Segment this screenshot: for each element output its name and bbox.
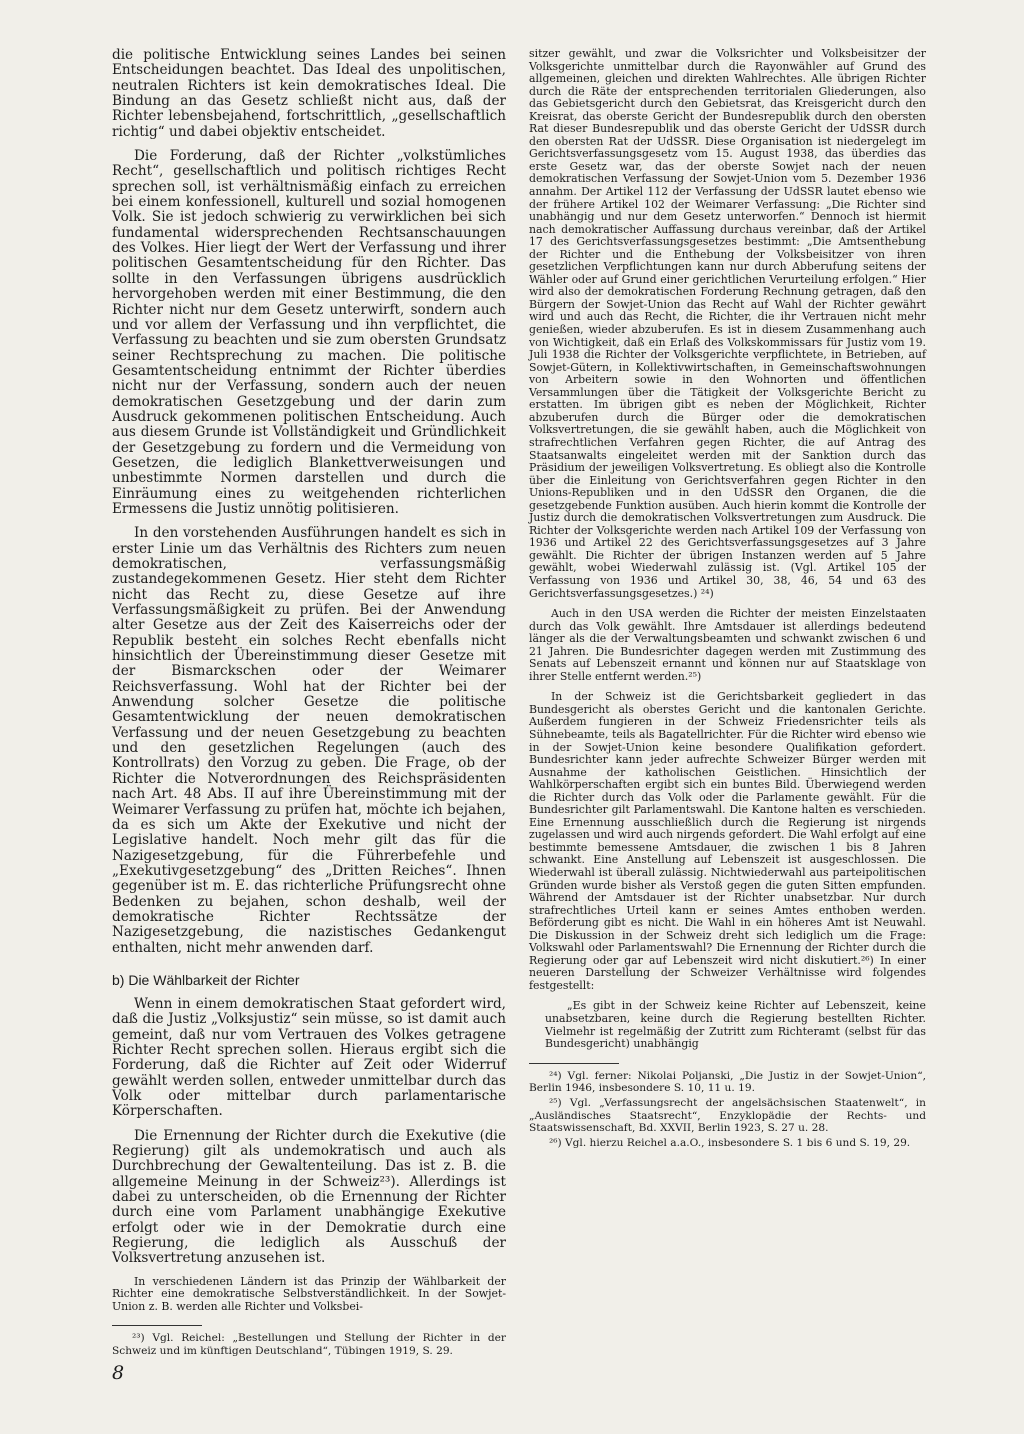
section-heading: b) Die Wählbarkeit der Richter bbox=[112, 971, 300, 988]
quote-text: „Es gibt in der Schweiz keine Richter auf Lebenszeit, keine unabsetzbaren, keine durch die Regierung bestellten Richter. Vielmehr ist regelmäßig der Zutritt zum Richteramt (selbst für das Bundesgericht) unabhängig bbox=[545, 999, 926, 1051]
left-body-text bbox=[112, 48, 506, 956]
block-quote bbox=[545, 1000, 926, 1050]
paragraph: die politische Entwicklung seines Landes bei seinen Entscheidungen beachtet. Das Ideal des unpolitischen, neutralen Richters ist kein demokratisches Ideal. Die Bindung an das Gesetz schließt nicht aus, daß der Richter lebensbejahend, fortschrittlich, „gesellschaftlich richtig“ und dabei objektiv entscheidet. bbox=[112, 47, 506, 140]
paragraph: In den vorstehenden Ausführungen handelt es sich in erster Linie um das Verhältnis des Richters zum neuen demokratischen, verfassungsmäßig zustandegekommenen Gesetz. Hier steht dem Richter nicht das Recht zu, diese Gesetze auf ihre Verfassungsmäßigkeit zu prüfen. Bei der Anwendung alter Gesetze aus der Zeit des Kaiserreichs oder der Republik besteht ein solches Recht ebenfalls nicht hinsichtlich der Übereinstimmung dieser Gesetze mit der Bismarckschen oder der Weimarer Reichsverfassung. Wohl hat der Richter bei der Anwendung solcher Gesetze die politische Gesamtentwicklung der neuen demokratischen Verfassung und der neuen Gesetzgebung zu beachten und den gesetzlichen Regelungen (auch des Kontrollrats) den Vorzug zu geben. Die Frage, ob der Richter die Notverordnungen des Reichspräsidenten nach Art. 48 Abs. II auf ihre Übereinstimmung mit der Weimarer Verfassung zu prüfen hat, möchte ich bejahen, da es sich um Akte der Exekutive und nicht der Legislative handelt. Noch mehr gilt das für die Nazigesetzgebung, für die Führerbefehle und „Exekutivgesetzgebung“ des „Dritten Reiches“. Ihnen gegenüber ist m. E. das richterliche Prüfungsrecht ohne Bedenken zu bejahen, schon deshalb, weil der demokratische Richter Rechtssätze der Nazigesetzgebung, die nazistisches Gedankengut enthalten, nicht mehr anwenden darf. bbox=[112, 525, 506, 956]
footnote-separator bbox=[112, 1325, 202, 1326]
page-number: 8 bbox=[112, 1362, 125, 1384]
footnote-separator bbox=[529, 1063, 619, 1064]
footnote: ²⁵) Vgl. „Verfassungsrecht der angelsächsischen Staatenwelt“, in „Ausländisches Staatsrecht“, Enzyklopädie der Rechts- und Staatswissenschaft, Bd. XXVII, Berlin 1923, S. 27 u. 28. bbox=[529, 1097, 926, 1134]
left-footnotes bbox=[112, 1332, 506, 1357]
left-body-text-continued bbox=[112, 997, 506, 1267]
paragraph: Die Ernennung der Richter durch die Exekutive (die Regierung) gilt als undemokratisch und auch als Durchbrechung der Gewaltenteilung. Das ist z. B. die allgemeine Meinung in der Schweiz²³). Allerdings ist dabei zu unterscheiden, ob die Ernennung der Richter durch eine vom Parlament unabhängige Exekutive erfolgt oder wie in der Demokratie durch eine Regierung, die lediglich als Ausschuß der Volksvertretung anzusehen ist. bbox=[112, 1127, 506, 1267]
paragraph: Wenn in einem demokratischen Staat gefordert wird, daß die Justiz „Volksjustiz“ sein müsse, so ist damit auch gemeint, daß nur vom Vertrauen des Volkes getragene Richter Recht sprechen sollen. Hieraus ergibt sich die Forderung, daß die Richter auf Zeit oder Widerruf gewählt werden sollen, entweder unmittelbar durch das Volk oder mittelbar durch parlamentarische Körperschaften. bbox=[112, 995, 506, 1120]
footnote: ²⁶) Vgl. hierzu Reichel a.a.O., insbesondere S. 1 bis 6 und S. 19, 29. bbox=[549, 1137, 911, 1150]
left-column bbox=[112, 48, 506, 1357]
footnote: ²⁴) Vgl. ferner: Nikolai Poljanski, „Die Justiz in der Sowjet-Union“, Berlin 1946, insbesondere S. 10, 11 u. 19. bbox=[529, 1069, 926, 1094]
right-column bbox=[529, 48, 926, 1149]
right-footnotes bbox=[529, 1070, 926, 1150]
left-small-text bbox=[112, 1276, 506, 1314]
paragraph: Die Forderung, daß der Richter „volkstümliches Recht“, gesellschaftlich und politisch richtiges Recht sprechen soll, ist verhältnismäßig einfach zu erreichen bei einem konfessionell, kulturell und sozial homogenen Volk. Sie ist jedoch schwierig zu verwirklichen bei sich fundamental widersprechenden Rechtsanschauungen des Volkes. Hier liegt der Wert der Verfassung und ihrer politischen Gesamtentscheidung für den Richter. Das sollte in den Verfassungen übrigens ausdrücklich hervorgehoben werden mit einer Bestimmung, die den Richter nicht nur dem Gesetz unterwirft, sondern auch und vor allem der Verfassung und ihn verpflichtet, die Verfassung zu beachten und sie zum obersten Grundsatz seiner Rechtsprechung zu machen. Die politische Gesamtentscheidung entnimmt der Richter überdies nicht nur der Verfassung, sondern auch der neuen demokratischen Gesetzgebung und der darin zum Ausdruck gekommenen politischen Entscheidung. Auch aus diesem Grunde ist Vollständigkeit und Gründlichkeit der Gesetzgebung zu fordern und die Vermeidung von Gesetzen, die lediglich Blankettverweisungen und unbestimmte Normen darstellen und durch die Einräumung eines zu weitgehenden richterlichen Ermessens die Justiz unnötig politisieren. bbox=[112, 148, 506, 517]
footnote: ²³) Vgl. Reichel: „Bestellungen und Stellung der Richter in der Schweiz und im künftigen Deutschland“, Tübingen 1919, S. 29. bbox=[112, 1332, 506, 1357]
paragraph: In verschiedenen Ländern ist das Prinzip der Wählbarkeit der Richter eine demokratische Selbstverständlichkeit. In der Sowjet-Union z. B. werden alle Richter und Volksbei- bbox=[112, 1274, 506, 1313]
paragraph: Auch in den USA werden die Richter der meisten Einzelstaaten durch das Volk gewählt. Ihre Amtsdauer ist allerdings bedeutend länger als die der Verwaltungsbeamten und schwankt zwischen 6 und 21 Jahren. Die Bundesrichter dagegen werden mit Zustimmung des Senats auf Lebenszeit ernannt und können nur auf Staatsklage von ihrer Stelle entfernt werden.²⁵) bbox=[529, 607, 926, 683]
paragraph: In der Schweiz ist die Gerichtsbarkeit gegliedert in das Bundesgericht als oberstes Gericht und die kantonalen Gerichte. Außerdem fungieren in der Schweiz Friedensrichter teils als Sühnebeamte, teils als Bagatellrichter. Für die Richter wird ebenso wie in der Sowjet-Union keine besondere Qualifikation gefordert. Bundesrichter kann jeder aufrechte Schweizer Bürger werden mit Ausnahme der katholischen Geistlichen. Hinsichtlich der Wahlkörperschaften ergibt sich ein buntes Bild. Überwiegend werden die Richter durch das Volk oder die Parlamente gewählt. Für die Bundesrichter gilt Parlamentswahl. Die Kantone halten es verschieden. Eine Ernennung ausschließlich durch die Regierung ist nirgends zugelassen und wird auch nirgends gefordert. Die Wahl erfolgt auf eine bestimmte bemessene Amtsdauer, die zwischen 1 bis 8 Jahren schwankt. Eine Anstellung auf Lebenszeit ist ausgeschlossen. Die Wiederwahl ist überall zulässig. Nichtwiederwahl aus parteipolitischen Gründen wurde bisher als Verstoß gegen die guten Sitten empfunden. Während der Amtsdauer ist der Richter unabsetzbar. Nur durch strafrechtliches Urteil kann er seines Amtes enthoben werden. Beförderung gibt es nicht. Die Wahl in ein höheres Amt ist Neuwahl. Die Diskussion in der Schweiz dreht sich lediglich um die Frage: Volkswahl oder Parlamentswahl? Die Ernennung der Richter durch die Regierung oder gar auf Lebenszeit wird nicht diskutiert.²⁶) In einer neueren Darstellung der Schweizer Verhältnisse wird folgendes festgestellt: bbox=[529, 690, 926, 992]
paragraph: sitzer gewählt, und zwar die Volksrichter und Volksbeisitzer der Volksgerichte unmittelbar durch die Rayonwähler auf Grund des allgemeinen, gleichen und direkten Wahlrechtes. Alle übrigen Richter durch die Räte der entsprechenden territorialen Gliederungen, also das Gebietsgericht durch den Gebietsrat, das Kreisgericht durch den Kreisrat, das oberste Gericht der Bundesrepublik durch den obersten Rat dieser Bundesrepublik und das oberste Gericht der UdSSR durch den obersten Rat der UdSSR. Diese Organisation ist niedergelegt im Gerichtsverfassungsgesetz vom 15. August 1938, das überdies das erste Gesetz war, das der oberste Sowjet nach der neuen demokratischen Verfassung der Sowjet-Union vom 5. Dezember 1936 annahm. Der Artikel 112 der Verfassung der UdSSR lautet ebenso wie der frühere Artikel 102 der Weimarer Verfassung: „Die Richter sind unabhängig und nur dem Gesetz unterworfen.“ Dennoch ist hiermit nach demokratischer Auffassung durchaus vereinbar, daß der Artikel 17 des Gerichtsverfassungsgesetzes bestimmt: „Die Amtsenthebung der Richter und die Enthebung der Volksbeisitzer von ihren gesetzlichen Verpflichtungen kann nur durch Abberufung seitens der Wähler oder auf Grund einer gerichtlichen Verurteilung erfolgen.“ Hier wird also der demokratischen Forderung Rechnung getragen, daß den Bürgern der Sowjet-Union das Recht auf Wahl der Richter gewährt wird und auch das Recht, die Richter, die ihr Vertrauen nicht mehr genießen, wieder abzuberufen. Es ist in diesem Zusammenhang auch von Wichtigkeit, daß ein Erlaß des Volkskommissars für Justiz vom 19. Juli 1938 die Richter der Volksgerichte verpflichtete, in Betrieben, auf Sowjet-Gütern, in Kollektivwirtschaften, in Gemeinschaftswohnungen von Arbeitern sowie in den Wohnorten und öffentlichen Versammlungen über die Tätigkeit der Volksgerichte Bericht zu erstatten. Im übrigen gibt es neben der Möglichkeit, Richter abzuberufen durch die Bürger oder die demokratischen Volksvertretungen, die sie gewählt haben, auch die Möglichkeit von strafrechtlichen Verfahren gegen Richter, die auf Antrag des Staatsanwalts eingeleitet werden mit der Sanktion durch das Präsidium der jeweiligen Volksvertretung. Es obliegt also die Kontrolle über die Einleitung von Gerichtsverfahren gegen Richter in den Unions-Republiken und in den UdSSR den Organen, die die gesetzgebende Funktion ausüben. Auch hierin kommt die Kontrolle der Justiz durch die demokratischen Volksvertretungen zum Ausdruck. Die Richter der Volksgerichte werden nach Artikel 109 der Verfassung von 1936 und Artikel 22 des Gerichtsverfassungsgesetzes auf 3 Jahre gewählt. Die Richter der übrigen Instanzen werden auf 5 Jahre gewählt, wobei Wiederwahl zulässig ist. (Vgl. Artikel 105 der Verfassung von 1936 und Artikel 30, 38, 46, 54 und 63 des Gerichtsverfassungsgesetzes.) ²⁴) bbox=[529, 47, 926, 600]
